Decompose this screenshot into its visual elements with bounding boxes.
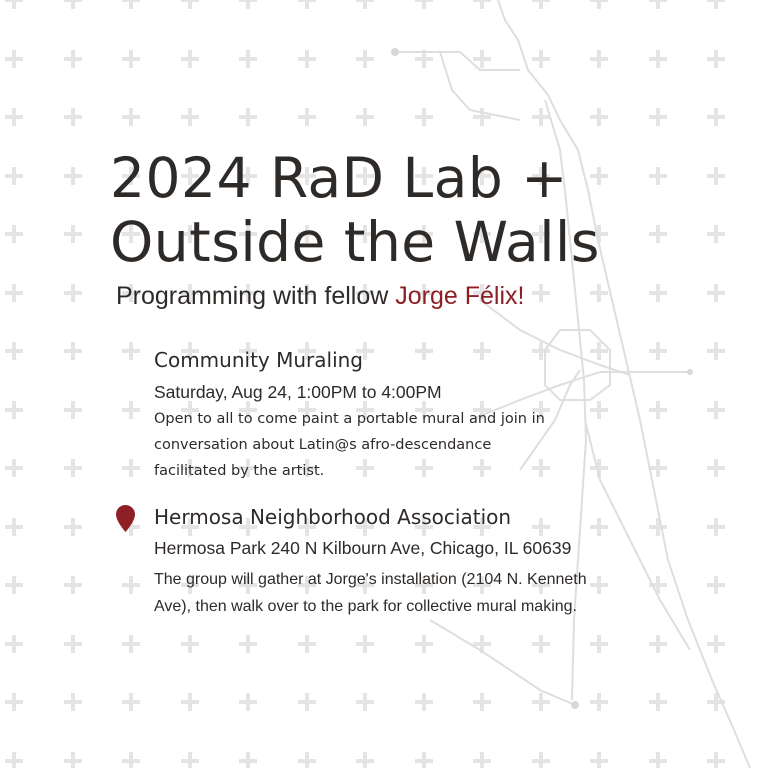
event-title: Community Muraling [154,348,364,372]
poster-title-line: 2024 RaD Lab + [110,146,568,210]
event-description-line: Open to all to come paint a portable mural and join in [154,411,545,427]
venue-name: Hermosa Neighborhood Association [154,505,512,529]
event-datetime: Saturday, Aug 24, 1:00PM to 4:00PM [154,382,442,402]
fellow-name: Jorge Félix! [395,282,525,310]
poster-title [110,146,750,274]
venue-address: Hermosa Park 240 N Kilbourn Ave, Chicago, IL 60639 [154,538,572,558]
event-description-line: facilitated by the artist. [154,463,325,479]
subtitle-prefix: Programming with fellow [116,282,396,310]
poster-title-line: Outside the Walls [110,210,600,274]
venue-note-line: Ave), then walk over to the park for collective mural making. [154,598,577,615]
event-description [154,406,714,484]
poster-subtitle [116,280,524,312]
venue-note [154,566,734,620]
map-pin-icon [116,505,135,532]
venue-note-line: The group will gather at Jorge's installation (2104 N. Kenneth [154,571,587,588]
event-description-line: conversation about Latin@s afro-descendance [154,437,492,453]
